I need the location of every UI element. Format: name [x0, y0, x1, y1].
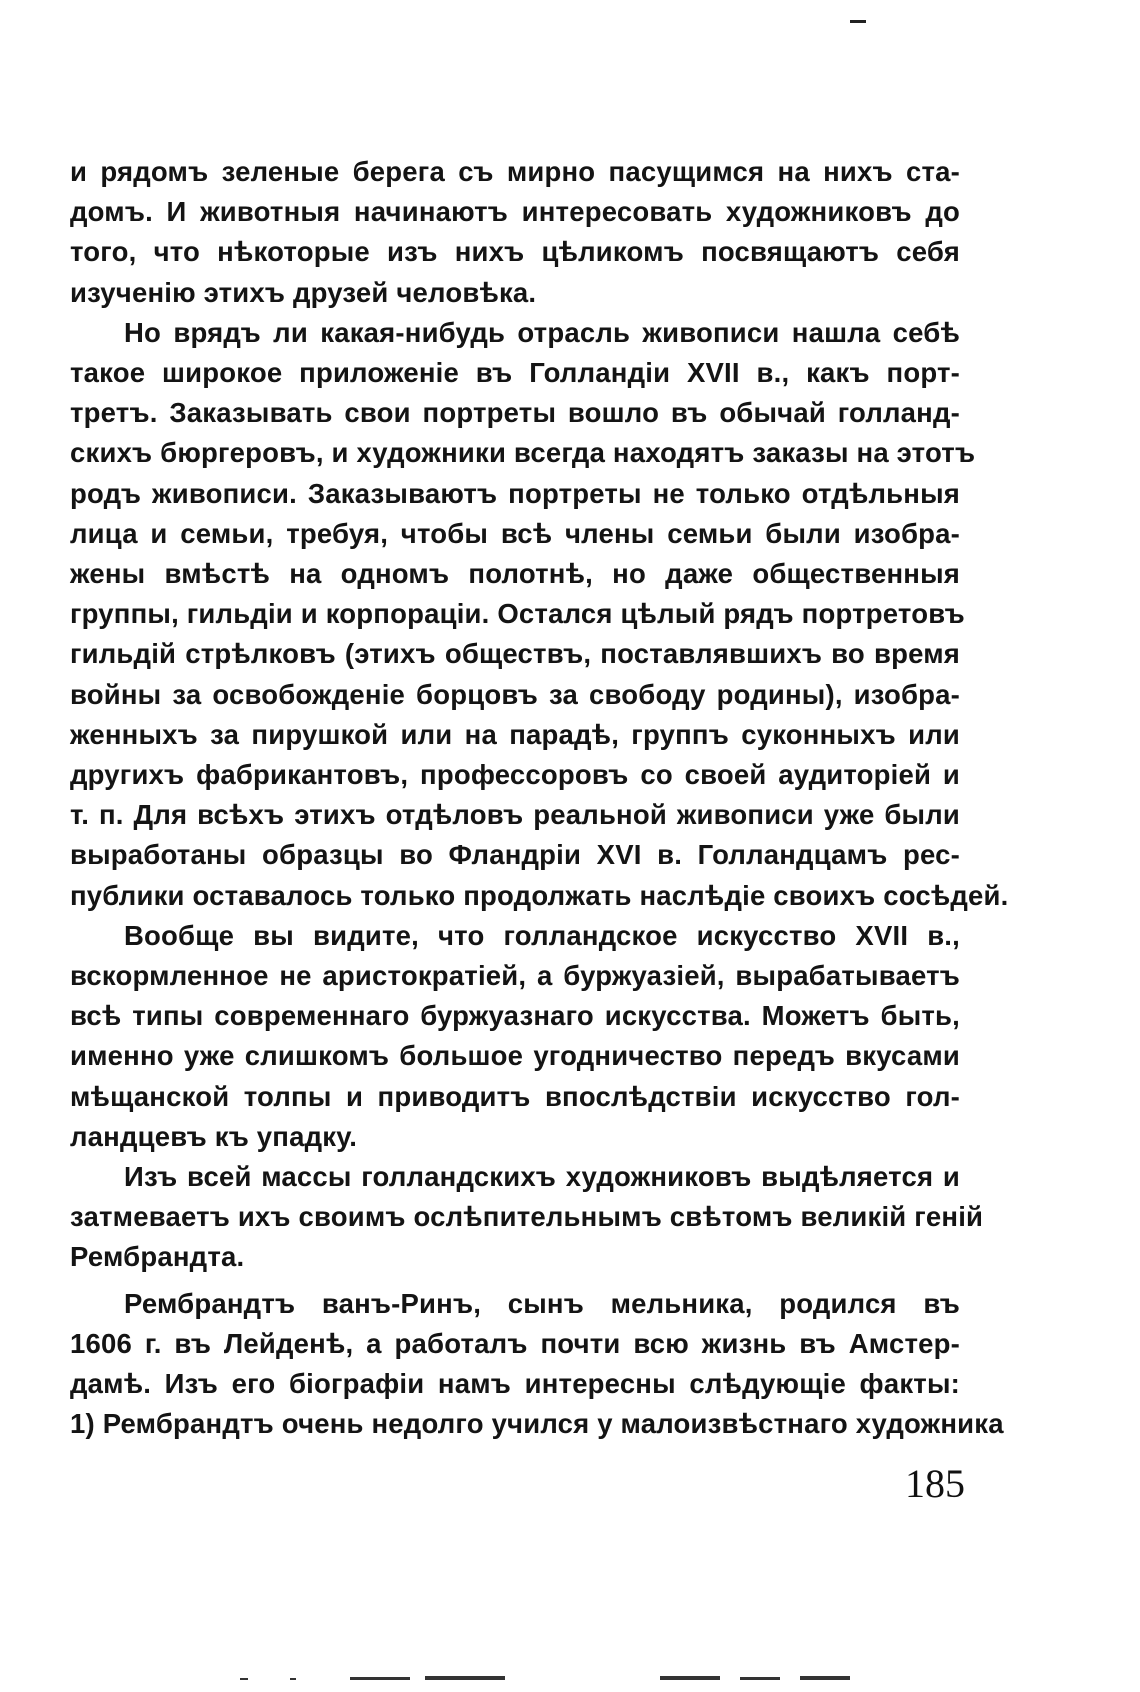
text-line: всѣ типы современнаго буржуазнаго искусства. Можетъ быть,: [70, 1000, 960, 1032]
text-line: изученiю этихъ друзей человѣка.: [70, 276, 537, 308]
text-line: группы, гильдiи и корпорацiи. Остался цѣлый рядъ портретовъ: [70, 598, 965, 630]
text-line: 1606 г. въ Лейденѣ, а работалъ почти всю жизнь въ Амстер-: [70, 1327, 960, 1359]
text-line: жены вмѣстѣ на одномъ полотнѣ, но даже общественныя: [70, 558, 960, 590]
text-line: гильдiй стрѣлковъ (этихъ обществъ, поставлявшихъ во время: [70, 638, 960, 670]
text-line: вскормленное не аристократiей, а буржуазiей, вырабатываетъ: [70, 960, 960, 992]
text-line: Рембрандтъ ванъ-Ринъ, сынъ мельника, родился въ: [124, 1287, 960, 1319]
text-line: и рядомъ зеленые берега съ мирно пасущимся на нихъ ста-: [70, 156, 960, 187]
paragraph: [70, 152, 960, 313]
text-line: Рембрандта.: [70, 1241, 245, 1273]
text-line: дамѣ. Изъ его бiографiи намъ интересны слѣдующiе факты:: [70, 1368, 960, 1400]
scan-mark: [850, 20, 866, 23]
paragraph: [70, 1157, 984, 1278]
page-number: 185: [905, 1461, 965, 1506]
text-line: третъ. Заказывать свои портреты вошло въ обычай голланд-: [70, 397, 960, 429]
text-line: Изъ всей массы голландскихъ художниковъ выдѣляется и: [124, 1161, 960, 1193]
text-line: ландцевъ къ упадку.: [70, 1120, 358, 1152]
text-line: лица и семьи, требуя, чтобы всѣ члены семьи были изобра-: [70, 517, 960, 549]
text-line: Вообще вы видите, что голландское искусство XVII в.,: [124, 919, 960, 951]
text-line: выработаны образцы во Фландрiи XVI в. Голландцамъ рес-: [70, 839, 960, 871]
text-line: именно уже слишкомъ большое угодничество передъ вкусами: [70, 1040, 960, 1072]
paragraph: [70, 916, 960, 1157]
text-line: другихъ фабрикантовъ, профессоровъ со своей аудиторiей и: [70, 759, 960, 791]
scan-artifact: [240, 1672, 940, 1684]
text-line: родъ живописи. Заказываютъ портреты не только отдѣльныя: [70, 477, 960, 509]
text-line: т. п. Для всѣхъ этихъ отдѣловъ реальной живописи уже были: [70, 799, 960, 831]
text-line: войны за освобожденiе борцовъ за свободу родины), изобра-: [70, 678, 960, 710]
body-text: [70, 152, 1009, 1445]
paragraph: [70, 1284, 1004, 1445]
text-line: публики оставалось только продолжать наслѣдiе своихъ сосѣдей.: [70, 879, 1009, 911]
text-line: такое широкое приложенiе въ Голландiи XVII в., какъ порт-: [70, 357, 960, 389]
text-line: того, что нѣкоторые изъ нихъ цѣликомъ посвящаютъ себя: [70, 236, 960, 268]
text-line: домъ. И животныя начинаютъ интересовать художниковъ до: [70, 196, 960, 228]
text-line: затмеваетъ ихъ своимъ ослѣпительнымъ свѣтомъ великiй генiй: [70, 1201, 984, 1233]
text-line: женныхъ за пирушкой или на парадѣ, группъ суконныхъ или: [70, 718, 960, 750]
text-line: скихъ бюргеровъ, и художники всегда находятъ заказы на этотъ: [70, 437, 976, 469]
text-line: Но врядъ ли какая-нибудь отрасль живописи нашла себѣ: [124, 316, 960, 348]
text-line: мѣщанской толпы и приводитъ впослѣдствiи искусство гол-: [70, 1080, 960, 1112]
text-line: 1) Рембрандтъ очень недолго учился у малоизвѣстнаго художника: [70, 1408, 1004, 1440]
paragraph: [70, 313, 1009, 916]
